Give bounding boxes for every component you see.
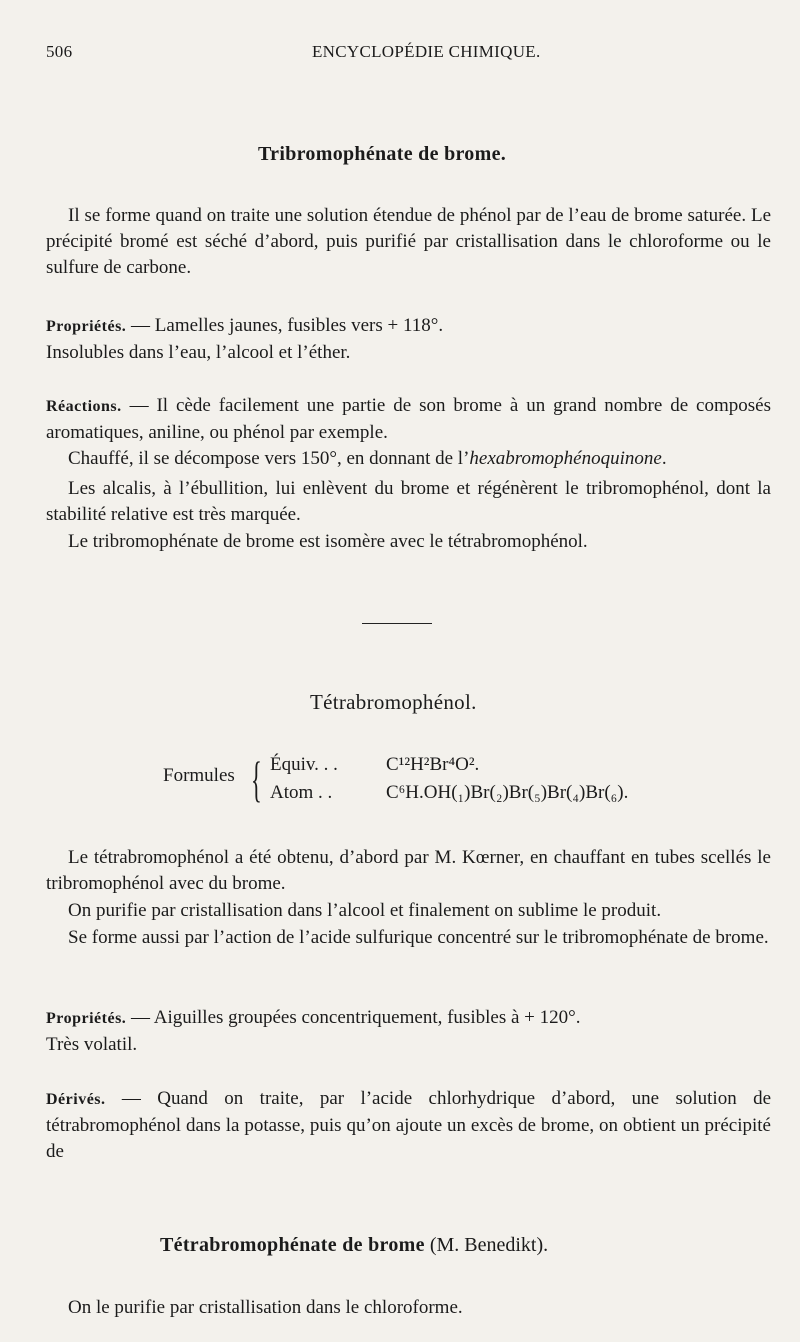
chloroform-paragraph: On le purifie par cristallisation dans le chloroforme. (68, 1297, 463, 1318)
purification-paragraph: On purifie par cristallisation dans l’alcool et finalement on sublime le produit. (68, 900, 662, 921)
sulfuric-paragraph: Se forme aussi par l’action de l’acide sulfurique concentré sur le tribromophénate de brome. (68, 927, 769, 948)
benedikt-attribution: (M. Benedikt). (424, 1234, 549, 1256)
hexabromophenoquinone-term: hexabromophénoquinone (469, 448, 662, 469)
equiv-label: Équiv. . . (270, 754, 338, 775)
heating-paragraph (46, 446, 771, 472)
derivatives-paragraph (46, 1086, 771, 1165)
tetrabromophenate-title: Tétrabromophénate de brome (160, 1234, 425, 1256)
formula-brace: { (251, 751, 262, 807)
reactions-text: — Il cède facilement une partie de son brome à un grand nombre de composés aromatiques, aniline, ou phénol par exemple. (46, 395, 771, 443)
page-number: 506 (46, 42, 73, 61)
section-title-tetrabromophenol: Tétrabromophénol. (310, 690, 477, 714)
isomer-paragraph: Le tribromophénate de brome est isomère avec le tétrabromophénol. (68, 531, 588, 552)
heating-text: Chauffé, il se décompose vers 150°, en donnant de l’ (68, 448, 470, 469)
heating-end: . (661, 448, 667, 469)
atom-formula: C⁶H.OH(₁)Br(₂)Br(₅)Br(₄)Br(₆). (386, 782, 629, 803)
equiv-formula: C¹²H²Br⁴O². (386, 754, 480, 775)
section-title-tetrabromophenate (160, 1234, 548, 1257)
formulas-label: Formules (163, 765, 235, 786)
derivatives-text: — Quand on traite, par l’acide chlorhydrique d’abord, une solution de tétrabromophénol dans la potasse, puis qu’on ajoute un excès de brome, on obtient un précipité de (46, 1088, 771, 1162)
intro-paragraph: Il se forme quand on traite une solution étendue de phénol par de l’eau de brome saturée. Le précipité bromé est séché d’abord, puis purifié par cristallisation dans le chloroforme ou le sulfure de carbone. (46, 205, 771, 278)
running-title: ENCYCLOPÉDIE CHIMIQUE. (312, 42, 541, 61)
properties-text: — Lamelles jaunes, fusibles vers + 118°. (126, 315, 444, 336)
section-divider (362, 623, 432, 624)
tetra-properties-label: Propriétés. (46, 1010, 127, 1027)
alkali-paragraph: Les alcalis, à l’ébullition, lui enlèvent du brome et régénèrent le tribromophénol, dont la stabilité relative est très marquée. (46, 478, 771, 525)
tetra-properties-line2: Très volatil. (46, 1034, 138, 1055)
section-title-tribromophenate: Tribromophénate de brome. (258, 143, 507, 165)
atom-label: Atom . . (270, 782, 333, 803)
properties-label: Propriétés. (46, 318, 127, 335)
koerner-paragraph: Le tétrabromophénol a été obtenu, d’abord par M. Kœrner, en chauffant en tubes scellés le tribromophénol avec du brome. (46, 847, 771, 894)
properties-line2: Insolubles dans l’eau, l’alcool et l’éther. (46, 342, 351, 363)
tetra-properties-paragraph (46, 1005, 771, 1058)
derivatives-label: Dérivés. (46, 1091, 106, 1108)
reactions-paragraph (46, 393, 771, 446)
tetra-properties-text: — Aiguilles groupées concentriquement, fusibles à + 120°. (126, 1007, 581, 1028)
reactions-label: Réactions. (46, 398, 122, 415)
properties-paragraph (46, 313, 771, 366)
